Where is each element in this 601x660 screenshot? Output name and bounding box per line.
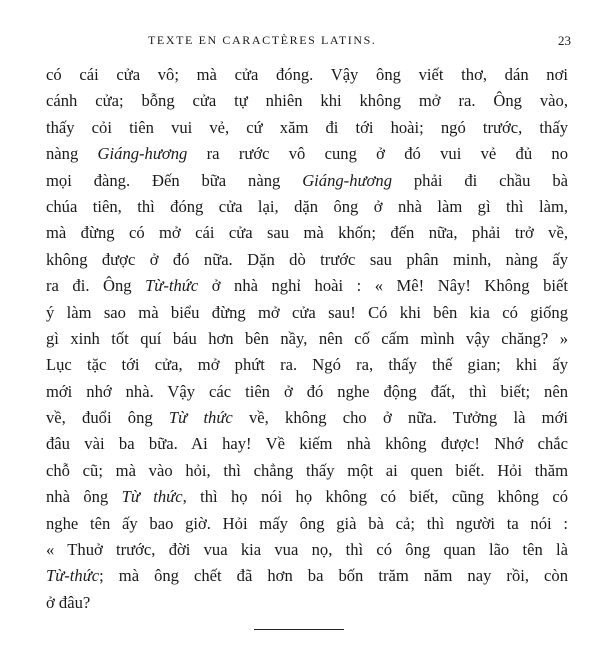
text-line [46, 168, 568, 194]
text-line [46, 405, 568, 431]
text-segment: nghe tên ấy bao giờ. Hỏi mấy ông già bà cả; thì người ta nói : [46, 513, 568, 533]
text-segment: nàng [46, 144, 98, 164]
running-title: TEXTE EN CARACTÈRES LATINS. [148, 33, 377, 47]
body-text [46, 62, 568, 616]
section-divider [254, 629, 344, 630]
italic-name: Từ-thức [145, 276, 199, 296]
text-segment: phải đi chầu bà [392, 170, 568, 190]
text-line [46, 115, 568, 141]
text-segment: ra đi. Ông [46, 276, 146, 296]
text-line [46, 563, 568, 589]
text-line [46, 194, 568, 220]
italic-name: Giáng-hương [97, 144, 188, 164]
text-line [46, 484, 568, 510]
text-line [46, 537, 568, 563]
text-segment: mà đừng có mở cái cửa sau mà khốn; đến nữa, phải trở về, [46, 223, 568, 243]
italic-name: Từ thức [121, 487, 183, 507]
text-segment: mới nhớ nhà. Vậy các tiên ở đó nghe động đất, thì biết; nên [46, 381, 568, 401]
text-segment: mọi đàng. Đến bữa nàng [46, 170, 303, 190]
text-segment: ra rước vô cung ở đó vui vẻ đủ no [187, 144, 568, 164]
italic-name: Từ-thức [46, 566, 100, 586]
text-segment: , thì họ nói họ không có biết, cũng không có [182, 487, 568, 507]
text-segment: thấy cỏi tiên vui vẻ, cứ xăm đi tới hoài; ngó trước, thấy [46, 117, 568, 137]
text-segment: ở đâu? [46, 592, 91, 612]
text-line [46, 141, 568, 167]
page-header [60, 33, 571, 51]
text-segment: Lục tặc tới cửa, mở phứt ra. Ngó ra, thấy thế gian; khi ấy [46, 355, 568, 375]
text-segment: ở nhà nghỉ hoài : « Mê! Nây! Không biết [198, 276, 568, 296]
text-line [46, 62, 568, 88]
text-segment: về, đuổi ông [46, 408, 169, 428]
text-line [46, 326, 568, 352]
text-segment: không được ở đó nữa. Dặn dò trước sau phân minh, nàng ấy [46, 249, 568, 269]
text-line [46, 431, 568, 457]
italic-name: Giáng-hương [302, 170, 392, 190]
text-line [46, 300, 568, 326]
text-line [46, 379, 568, 405]
text-line [46, 88, 568, 114]
text-line [46, 590, 568, 616]
text-segment: chúa tiên, thì đóng cửa lại, dặn ông ở nhà làm gì thì làm, [46, 196, 568, 216]
text-segment: có cái cửa vô; mà cửa đóng. Vậy ông viết thơ, dán nơi [46, 65, 568, 84]
italic-name: Từ thức [168, 408, 233, 428]
text-segment: « Thuở trước, đời vua kia vua nọ, thì có ông quan lão tên là [46, 540, 568, 560]
text-line [46, 247, 568, 273]
text-line [46, 220, 568, 246]
text-segment: gì xinh tốt quí báu hơn bên nầy, nên cố cấm mình vậy chăng? » [46, 328, 568, 348]
text-segment: đâu vài ba bữa. Ai hay! Về kiếm nhà không được! Nhớ chắc [46, 434, 568, 454]
text-segment: về, không cho ở nữa. Tưởng là mới [232, 408, 568, 428]
page-number: 23 [558, 33, 571, 48]
text-line [46, 511, 568, 537]
text-line [46, 458, 568, 484]
text-segment: ; mà ông chết đã hơn ba bốn trăm năm nay rồi, còn [99, 566, 568, 586]
text-segment: cánh cửa; bỗng cửa tự nhiên khi không mở ra. Ông vào, [46, 91, 568, 111]
text-segment: ý làm sao mà biểu đừng mở cửa sau! Có khi bên kia có giống [46, 302, 568, 322]
text-segment: chỗ cũ; mà vào hỏi, thì chẳng thấy một ai quen biết. Hỏi thăm [46, 460, 568, 480]
text-line [46, 273, 568, 299]
text-line [46, 352, 568, 378]
text-segment: nhà ông [46, 487, 122, 507]
